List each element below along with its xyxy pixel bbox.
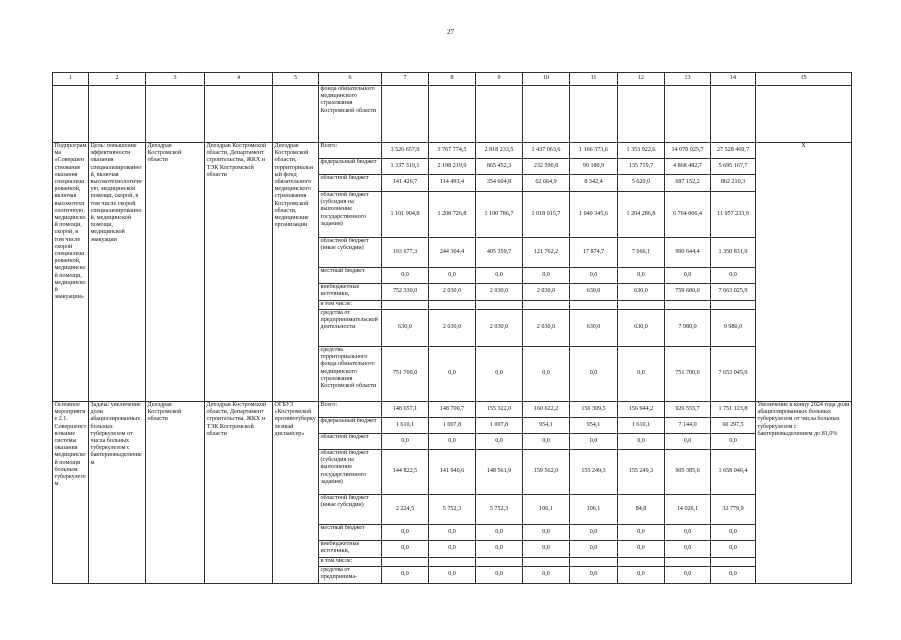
value-cell-col7: 193 677,3 <box>382 238 429 268</box>
value-cell-col13: 0,0 <box>665 567 711 584</box>
value-cell-col11: 106,1 <box>570 495 618 525</box>
value-cell-col10: 62 664,9 <box>523 175 570 192</box>
column-header-11: 11 <box>570 73 618 86</box>
value-cell-col11: 156 309,5 <box>570 402 618 418</box>
source-label: областной бюджет (иные субсидии) <box>319 495 382 525</box>
value-cell-col14: 7 653 045,9 <box>711 347 756 402</box>
value-cell-col12: 0,0 <box>618 268 665 284</box>
value-cell-col11 <box>570 301 618 310</box>
source-label: областной бюджет (иные субсидии) <box>319 238 382 268</box>
value-cell-col9: 2 030,0 <box>476 284 523 301</box>
value-cell-col12: 1 204 286,8 <box>618 192 665 238</box>
value-cell-col8: 0,0 <box>429 567 476 584</box>
column-header-10: 10 <box>523 73 570 86</box>
value-cell-col10: 1 437 063,6 <box>523 143 570 159</box>
value-cell-col11: 1 166 373,6 <box>570 143 618 159</box>
value-cell-col7: 0,0 <box>382 525 429 541</box>
value-cell-col12: 0,0 <box>618 541 665 558</box>
value-cell-col8 <box>429 301 476 310</box>
activity-row <box>53 402 852 418</box>
value-cell-col12: 135 719,7 <box>618 159 665 175</box>
value-cell-col7: 752 330,0 <box>382 284 429 301</box>
source-label: областной бюджет (субсидия на выполнение государственного задания) <box>319 450 382 495</box>
value-cell-col7: 751 700,0 <box>382 347 429 402</box>
column-header-5: 5 <box>273 73 319 86</box>
column-header-1: 1 <box>53 73 89 86</box>
activity-name: Основное мероприятие 2.1. Совершенствование системы оказания медицинской помощи больным туберкулезом <box>53 402 89 584</box>
value-cell-col14: 0,0 <box>711 525 756 541</box>
value-cell-col11: 0,0 <box>570 525 618 541</box>
value-cell-col13 <box>665 301 711 310</box>
value-cell-col8: 0,0 <box>429 268 476 284</box>
value-cell-col7: 3 526 657,9 <box>382 143 429 159</box>
value-cell-col14: 1 751 123,8 <box>711 402 756 418</box>
value-cell-col9: 155 322,0 <box>476 402 523 418</box>
value-cell-col14 <box>711 558 756 567</box>
value-cell-col8: 2 198 219,9 <box>429 159 476 175</box>
value-cell-col14 <box>711 301 756 310</box>
value-cell-col7: 141 426,7 <box>382 175 429 192</box>
column-header-3: 3 <box>146 73 205 86</box>
participants: Депздрав Костромской области, территориальный фонд обязательного медицинского страхования Костромской области, медицинские организации <box>273 143 319 402</box>
empty-cell <box>429 86 476 143</box>
column-header-14: 14 <box>711 73 756 86</box>
value-cell-col13: 14 070 025,7 <box>665 143 711 159</box>
value-cell-col14: 9 980,0 <box>711 310 756 347</box>
value-cell-col13: 926 555,7 <box>665 402 711 418</box>
value-cell-col14: 0,0 <box>711 567 756 584</box>
value-cell-col12: 630,0 <box>618 310 665 347</box>
activity-task: Задача: увеличение доли абациллированных больных туберкулезом от числа больных туберкулезом с бактериовыделением <box>89 402 146 584</box>
value-cell-col13: 0,0 <box>665 434 711 450</box>
value-cell-col10: 160 622,2 <box>523 402 570 418</box>
source-label: федеральный бюджет <box>319 418 382 434</box>
column-header-4: 4 <box>205 73 273 86</box>
value-cell-col10: 232 590,8 <box>523 159 570 175</box>
budget-table <box>52 72 852 584</box>
value-cell-col8: 141 940,6 <box>429 450 476 495</box>
value-cell-col12: 155 249,3 <box>618 450 665 495</box>
value-cell-col10: 2 030,0 <box>523 310 570 347</box>
value-cell-col7: 0,0 <box>382 567 429 584</box>
carry-over-row <box>53 86 852 143</box>
header-row <box>53 73 852 86</box>
value-cell-col12: 84,8 <box>618 495 665 525</box>
value-cell-col7: 1 610,1 <box>382 418 429 434</box>
value-cell-col11: 0,0 <box>570 567 618 584</box>
empty-cell <box>711 86 756 143</box>
value-cell-col13: 0,0 <box>665 268 711 284</box>
value-cell-col9: 0,0 <box>476 525 523 541</box>
value-cell-col13: 990 644,4 <box>665 238 711 268</box>
value-cell-col12: 630,0 <box>618 284 665 301</box>
value-cell-col12: 1 353 922,6 <box>618 143 665 159</box>
value-cell-col11: 0,0 <box>570 434 618 450</box>
value-cell-col12: 0,0 <box>618 525 665 541</box>
value-cell-col13: 14 026,1 <box>665 495 711 525</box>
value-cell-col14: 0,0 <box>711 434 756 450</box>
value-cell-col13: 759 680,0 <box>665 284 711 301</box>
empty-cell <box>273 86 319 143</box>
value-cell-col7 <box>382 558 429 567</box>
value-cell-col8: 2 030,0 <box>429 284 476 301</box>
empty-cell <box>146 86 205 143</box>
value-cell-col8: 244 304,4 <box>429 238 476 268</box>
value-cell-col7: 144 822,5 <box>382 450 429 495</box>
empty-cell <box>523 86 570 143</box>
value-cell-col12 <box>618 301 665 310</box>
value-cell-col14: 0,0 <box>711 541 756 558</box>
value-cell-col11: 630,0 <box>570 284 618 301</box>
value-cell-col11: 630,0 <box>570 310 618 347</box>
column-header-7: 7 <box>382 73 429 86</box>
value-cell-col14: 0,0 <box>711 268 756 284</box>
value-cell-col13: 0,0 <box>665 541 711 558</box>
responsible-executor: Депздрав Костромской области <box>146 143 205 402</box>
value-cell-col9: 0,0 <box>476 434 523 450</box>
value-cell-col8: 1 007,8 <box>429 418 476 434</box>
value-cell-col10: 121 762,2 <box>523 238 570 268</box>
value-cell-col7: 630,0 <box>382 310 429 347</box>
value-cell-col13 <box>665 558 711 567</box>
value-cell-col14: 60 297,5 <box>711 418 756 434</box>
co-executors: Депздрав Костромской области, Департамент строительства, ЖКХ и ТЭК Костромской области <box>205 143 273 402</box>
source-label: средства территориального фонда обязательного медицинского страхования Костромской области <box>319 347 382 402</box>
value-cell-col8: 5 752,3 <box>429 495 476 525</box>
source-label: Всего: <box>319 402 382 418</box>
value-cell-col14: 1 658 046,4 <box>711 450 756 495</box>
co-executors: Депздрав Костромской области, Департамент строительства, ЖКХ и ТЭК Костромской области <box>205 402 273 584</box>
value-cell-col10: 106,1 <box>523 495 570 525</box>
value-cell-col8: 0,0 <box>429 434 476 450</box>
source-label: внебюджетные источники, <box>319 284 382 301</box>
value-cell-col7: 0,0 <box>382 434 429 450</box>
value-cell-col12: 1 610,1 <box>618 418 665 434</box>
expected-result: Х <box>756 143 852 402</box>
value-cell-col13: 687 152,2 <box>665 175 711 192</box>
value-cell-col14: 1 350 831,9 <box>711 238 756 268</box>
column-header-13: 13 <box>665 73 711 86</box>
value-cell-col10: 2 030,0 <box>523 284 570 301</box>
value-cell-col9: 0,0 <box>476 567 523 584</box>
value-cell-col10: 0,0 <box>523 347 570 402</box>
subprogram-row <box>53 143 852 159</box>
value-cell-col7: 2 224,5 <box>382 495 429 525</box>
source-label: в том числе: <box>319 301 382 310</box>
value-cell-col10: 0,0 <box>523 525 570 541</box>
empty-cell <box>205 86 273 143</box>
value-cell-col13: 751 700,0 <box>665 347 711 402</box>
column-header-2: 2 <box>89 73 146 86</box>
empty-cell <box>89 86 146 143</box>
value-cell-col12: 0,0 <box>618 347 665 402</box>
value-cell-col14: 27 528 469,7 <box>711 143 756 159</box>
value-cell-col9: 0,0 <box>476 268 523 284</box>
value-cell-col11: 954,1 <box>570 418 618 434</box>
value-cell-col8: 2 030,0 <box>429 310 476 347</box>
source-label: областной бюджет <box>319 175 382 192</box>
value-cell-col14: 862 210,3 <box>711 175 756 192</box>
source-label: федеральный бюджет <box>319 159 382 175</box>
value-cell-col8: 148 700,7 <box>429 402 476 418</box>
value-cell-col11: 0,0 <box>570 347 618 402</box>
page-number: 27 <box>447 28 454 36</box>
expected-result: Увеличение к концу 2024 года доли абациллированных больных туберкулезом от числа больных туберкулезом с бактериовыделением до 81,0% <box>756 402 852 584</box>
value-cell-col13: 905 385,6 <box>665 450 711 495</box>
value-cell-col13: 7 144,0 <box>665 418 711 434</box>
value-cell-col10: 954,1 <box>523 418 570 434</box>
value-cell-col13: 0,0 <box>665 525 711 541</box>
value-cell-col7: 1 337 319,1 <box>382 159 429 175</box>
value-cell-col14: 32 779,9 <box>711 495 756 525</box>
source-label: в том числе: <box>319 558 382 567</box>
value-cell-col8: 1 208 726,8 <box>429 192 476 238</box>
column-header-8: 8 <box>429 73 476 86</box>
source-label: областной бюджет (субсидия на выполнение государственного задания) <box>319 192 382 238</box>
value-cell-col10: 0,0 <box>523 567 570 584</box>
value-cell-col13: 4 868 482,7 <box>665 159 711 175</box>
value-cell-col7: 1 101 904,8 <box>382 192 429 238</box>
value-cell-col8: 3 767 774,5 <box>429 143 476 159</box>
value-cell-col9: 1 190 786,7 <box>476 192 523 238</box>
value-cell-col12: 0,0 <box>618 434 665 450</box>
value-cell-col9: 354 604,8 <box>476 175 523 192</box>
value-cell-col9 <box>476 558 523 567</box>
value-cell-col11: 0,0 <box>570 268 618 284</box>
value-cell-col11 <box>570 558 618 567</box>
value-cell-col12 <box>618 558 665 567</box>
value-cell-col8: 0,0 <box>429 347 476 402</box>
value-cell-col8: 0,0 <box>429 541 476 558</box>
value-cell-col10 <box>523 558 570 567</box>
value-cell-col12: 5 620,0 <box>618 175 665 192</box>
source-label: внебюджетные источники, <box>319 541 382 558</box>
table-body <box>53 73 852 584</box>
value-cell-col8 <box>429 558 476 567</box>
value-cell-col9: 2 818 233,5 <box>476 143 523 159</box>
source-label: местный бюджет <box>319 525 382 541</box>
value-cell-col9: 0,0 <box>476 347 523 402</box>
source-label: областной бюджет <box>319 434 382 450</box>
empty-cell <box>570 86 618 143</box>
value-cell-col7 <box>382 301 429 310</box>
value-cell-col14: 7 663 025,9 <box>711 284 756 301</box>
value-cell-col8: 114 493,4 <box>429 175 476 192</box>
value-cell-col10: 1 018 015,7 <box>523 192 570 238</box>
value-cell-col11: 99 180,9 <box>570 159 618 175</box>
value-cell-col8: 0,0 <box>429 525 476 541</box>
subprogram-goal: Цель: повышение эффективности оказания специализированной, включая высокотехнологичную, медицинской помощи, скорой, в том числе скорой специализированной, медицинской помощи, медицинской эвакуации <box>89 143 146 402</box>
responsible-executor: Депздрав Костромской области <box>146 402 205 584</box>
value-cell-col7: 148 657,1 <box>382 402 429 418</box>
source-label: средства от предпринима- <box>319 567 382 584</box>
empty-cell <box>382 86 429 143</box>
empty-cell <box>756 86 852 143</box>
value-cell-col7: 0,0 <box>382 541 429 558</box>
value-cell-col11: 17 874,7 <box>570 238 618 268</box>
column-header-9: 9 <box>476 73 523 86</box>
value-cell-col9: 2 030,0 <box>476 310 523 347</box>
value-cell-col9: 5 752,3 <box>476 495 523 525</box>
value-cell-col7: 0,0 <box>382 268 429 284</box>
value-cell-col13: 6 764 066,4 <box>665 192 711 238</box>
value-cell-col10: 0,0 <box>523 541 570 558</box>
value-cell-col9: 865 452,3 <box>476 159 523 175</box>
source-label: Всего: <box>319 143 382 159</box>
source-label: местный бюджет <box>319 268 382 284</box>
column-header-15: 15 <box>756 73 852 86</box>
value-cell-col12: 0,0 <box>618 567 665 584</box>
value-cell-col14: 5 695 167,7 <box>711 159 756 175</box>
value-cell-col12: 7 666,1 <box>618 238 665 268</box>
empty-cell <box>53 86 89 143</box>
value-cell-col10: 0,0 <box>523 434 570 450</box>
source-label: средства от предпринимательской деятельности <box>319 310 382 347</box>
empty-cell <box>665 86 711 143</box>
participants: ОГБУЗ «Костромской противотуберкулезный диспансер» <box>273 402 319 584</box>
value-cell-col11: 0,0 <box>570 541 618 558</box>
value-cell-col11: 155 249,3 <box>570 450 618 495</box>
value-cell-col10: 159 562,0 <box>523 450 570 495</box>
value-cell-col9: 0,0 <box>476 541 523 558</box>
value-cell-col9: 148 561,9 <box>476 450 523 495</box>
value-cell-col11: 8 342,4 <box>570 175 618 192</box>
empty-cell <box>476 86 523 143</box>
column-header-6: 6 <box>319 73 382 86</box>
value-cell-col10: 0,0 <box>523 268 570 284</box>
value-cell-col9 <box>476 301 523 310</box>
value-cell-col10 <box>523 301 570 310</box>
value-cell-col9: 405 359,7 <box>476 238 523 268</box>
value-cell-col13: 7 980,0 <box>665 310 711 347</box>
value-cell-col12: 156 944,2 <box>618 402 665 418</box>
value-cell-col11: 1 040 345,6 <box>570 192 618 238</box>
value-cell-col9: 1 007,8 <box>476 418 523 434</box>
source-label: фонда обязательного медицинского страхования Костромской области <box>319 86 382 143</box>
subprogram-name: Подпрограмма «Совершенствование оказания специализированной, включая высокотехнологичную, медицинской помощи, скорой, в том числе скорой специализированной, медицинской помощи, медицинской эвакуации» <box>53 143 89 402</box>
empty-cell <box>618 86 665 143</box>
column-header-12: 12 <box>618 73 665 86</box>
value-cell-col14: 11 957 233,9 <box>711 192 756 238</box>
